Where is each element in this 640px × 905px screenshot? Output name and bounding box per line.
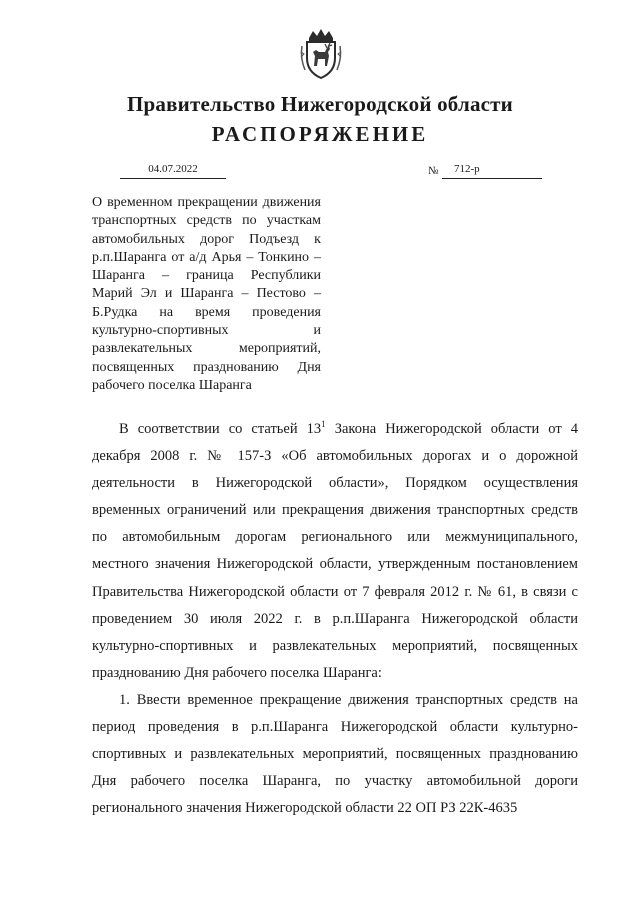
document-date: 04.07.2022	[120, 162, 226, 179]
document-body	[92, 416, 578, 822]
footnote-superscript: 1	[321, 419, 326, 430]
document-number-field	[442, 162, 542, 179]
document-number: 712-р	[454, 163, 480, 175]
government-title: Правительство Нижегородской области	[127, 92, 513, 116]
document-type: РАСПОРЯЖЕНИЕ	[211, 122, 429, 146]
document-subject: О временном прекращении движения транспортных средств по участкам автомобильных дорог Подъезд к р.п.Шаранга от а/д Арья – Тонкино – Шаранга – граница Республики Марий Эл и Шаранга – Пестово – Б.Рудка на время проведения культурно-спортивных и развлекательных мероприятий, посвященных празднованию Дня рабочего поселка Шаранга	[92, 195, 321, 393]
coat-of-arms-icon	[299, 28, 343, 80]
number-sign: №	[428, 165, 439, 177]
body-paragraph-2: 1. Ввести временное прекращение движения транспортных средств на период проведения в р.п.Шаранга Нижегородской области культурно-спортивных и развлекательных мероприятий, посвященных празднованию Дня рабочего поселка Шаранга, по участку автомобильной дороги регионального значения Нижегородской области 22 ОП РЗ 22К-4635	[92, 691, 578, 817]
body-paragraph-1: В соответствии со статьей $13^1$ Закона Нижегородской области от 4 декабря 2008 г. № 157-З «Об автомобильных дорогах и о дорожной деятельности в Нижегородской области», Порядком осуществления временных ограничений или прекращения движения транспортных средств по автомобильным дорогам регионального или межмуниципального, местного значения Нижегородской области, утвержденным постановлением Правительства Нижегородской области от 7 февраля 2012 г. № 61, в связи с проведением 30 июля 2022 г. в р.п.Шаранга Нижегородской области культурно-спортивных и развлекательных мероприятий, посвященных празднованию Дня рабочего поселка Шаранга:	[92, 419, 578, 681]
